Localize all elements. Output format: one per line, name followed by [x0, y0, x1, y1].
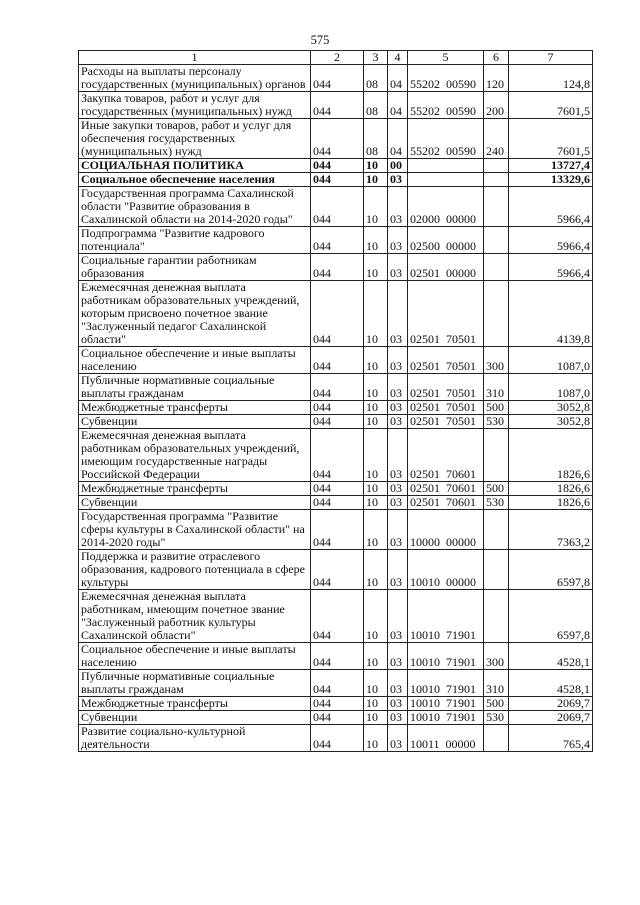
row-expense-type-cell: [484, 510, 509, 550]
row-expense-type-cell: 120: [484, 65, 509, 92]
column-header: 7: [509, 51, 593, 65]
row-expense-type-cell: [484, 159, 509, 173]
row-section-cell: 08: [364, 65, 388, 92]
row-subsection-cell: 03: [388, 711, 408, 725]
row-code-cell: 044: [311, 496, 364, 510]
row-section-cell: 10: [364, 550, 388, 590]
row-name-cell: Субвенции: [79, 415, 311, 429]
table-row: [79, 643, 593, 670]
row-section-cell: 10: [364, 401, 388, 415]
row-amount-cell: 1087,0: [509, 347, 593, 374]
row-expense-type-cell: [484, 281, 509, 347]
row-target-cell: 10010 71901: [408, 697, 484, 711]
row-amount-cell: 13329,6: [509, 173, 593, 187]
row-subsection-cell: 03: [388, 590, 408, 643]
row-subsection-cell: 04: [388, 92, 408, 119]
row-expense-type-cell: [484, 227, 509, 254]
row-name-cell: Государственная программа "Развитие сферы культуры в Caxaлинской области" на 2014-2020 годы": [79, 510, 311, 550]
row-code-cell: 044: [311, 510, 364, 550]
row-subsection-cell: 03: [388, 482, 408, 496]
row-section-cell: 10: [364, 227, 388, 254]
row-target-cell: 02501 70601: [408, 496, 484, 510]
row-amount-cell: 3052,8: [509, 401, 593, 415]
row-subsection-cell: 03: [388, 281, 408, 347]
row-amount-cell: 7601,5: [509, 92, 593, 119]
row-subsection-cell: 03: [388, 725, 408, 752]
row-section-cell: 10: [364, 482, 388, 496]
row-code-cell: 044: [311, 711, 364, 725]
row-code-cell: 044: [311, 590, 364, 643]
column-header: 1: [79, 51, 311, 65]
row-section-cell: 10: [364, 159, 388, 173]
row-section-cell: 08: [364, 92, 388, 119]
row-amount-cell: 2069,7: [509, 711, 593, 725]
row-section-cell: 10: [364, 173, 388, 187]
row-code-cell: 044: [311, 347, 364, 374]
row-subsection-cell: 03: [388, 697, 408, 711]
row-expense-type-cell: 530: [484, 496, 509, 510]
row-name-cell: Поддержка и развитие отраслевого образования, кадрового потенциала в сфере культуры: [79, 550, 311, 590]
table-row: [79, 254, 593, 281]
row-target-cell: 02000 00000: [408, 187, 484, 227]
table-row: [79, 347, 593, 374]
row-section-cell: 10: [364, 281, 388, 347]
row-target-cell: [408, 173, 484, 187]
row-target-cell: 02501 70601: [408, 482, 484, 496]
table-row: [79, 482, 593, 496]
row-target-cell: 10010 71901: [408, 590, 484, 643]
row-code-cell: 044: [311, 92, 364, 119]
row-target-cell: 55202 00590: [408, 92, 484, 119]
row-amount-cell: 5966,4: [509, 254, 593, 281]
row-amount-cell: 3052,8: [509, 415, 593, 429]
table-row: [79, 92, 593, 119]
table-row: [79, 65, 593, 92]
row-subsection-cell: 03: [388, 496, 408, 510]
row-name-cell: Социальные гарантии работникам образования: [79, 254, 311, 281]
row-section-cell: 10: [364, 670, 388, 697]
row-target-cell: 02501 70501: [408, 415, 484, 429]
row-name-cell: Социальное обеспечение и иные выплаты населению: [79, 643, 311, 670]
table-row: [79, 159, 593, 173]
row-amount-cell: 4528,1: [509, 670, 593, 697]
row-target-cell: 02501 70501: [408, 347, 484, 374]
row-code-cell: 044: [311, 482, 364, 496]
row-expense-type-cell: [484, 187, 509, 227]
row-subsection-cell: 03: [388, 347, 408, 374]
row-subsection-cell: 03: [388, 510, 408, 550]
row-amount-cell: 4139,8: [509, 281, 593, 347]
row-name-cell: Иные закупки товаров, работ и услуг для обеспечения государственных (муниципальных) нужд: [79, 119, 311, 159]
column-header: 6: [484, 51, 509, 65]
row-name-cell: Подпрограмма "Развитие кадрового потенциала": [79, 227, 311, 254]
table-row: [79, 590, 593, 643]
row-name-cell: Публичные нормативные социальные выплаты гражданам: [79, 374, 311, 401]
row-code-cell: 044: [311, 725, 364, 752]
row-section-cell: 10: [364, 643, 388, 670]
row-expense-type-cell: 300: [484, 643, 509, 670]
page-number: 575: [310, 33, 330, 47]
table-row: [79, 374, 593, 401]
row-section-cell: 10: [364, 725, 388, 752]
row-target-cell: 02501 70501: [408, 401, 484, 415]
table-row: [79, 187, 593, 227]
row-subsection-cell: 03: [388, 173, 408, 187]
row-amount-cell: 2069,7: [509, 697, 593, 711]
row-name-cell: Ежемесячная денежная выплата работникам образовательных учреждений, имеющим государственные награды Российской Федерации: [79, 429, 311, 482]
column-header: 4: [388, 51, 408, 65]
row-code-cell: 044: [311, 643, 364, 670]
row-name-cell: СОЦИАЛЬНАЯ ПОЛИТИКА: [79, 159, 311, 173]
row-name-cell: Межбюджетные трансферты: [79, 697, 311, 711]
row-target-cell: 10000 00000: [408, 510, 484, 550]
row-code-cell: 044: [311, 65, 364, 92]
row-name-cell: Развитие социально-культурной деятельности: [79, 725, 311, 752]
row-expense-type-cell: 530: [484, 711, 509, 725]
row-section-cell: 08: [364, 119, 388, 159]
table-row: [79, 550, 593, 590]
table-row: [79, 670, 593, 697]
row-target-cell: 02501 70501: [408, 281, 484, 347]
row-name-cell: Социальное обеспечение и иные выплаты населению: [79, 347, 311, 374]
table-row: [79, 510, 593, 550]
row-name-cell: Субвенции: [79, 711, 311, 725]
row-target-cell: 02501 70601: [408, 429, 484, 482]
row-name-cell: Государственная программа Caxaлинской области "Развитие образования в Caxaлинской области на 2014-2020 годы": [79, 187, 311, 227]
row-section-cell: 10: [364, 590, 388, 643]
row-name-cell: Межбюджетные трансферты: [79, 482, 311, 496]
row-amount-cell: 6597,8: [509, 590, 593, 643]
row-expense-type-cell: [484, 254, 509, 281]
row-target-cell: 55202 00590: [408, 119, 484, 159]
row-amount-cell: 124,8: [509, 65, 593, 92]
row-amount-cell: 1826,6: [509, 429, 593, 482]
row-code-cell: 044: [311, 697, 364, 711]
row-expense-type-cell: 500: [484, 401, 509, 415]
table-row: [79, 415, 593, 429]
row-name-cell: Расходы на выплаты персоналу государственных (муниципальных) органов: [79, 65, 311, 92]
row-section-cell: 10: [364, 415, 388, 429]
table-row: [79, 227, 593, 254]
row-target-cell: 02500 00000: [408, 227, 484, 254]
table-row: [79, 496, 593, 510]
row-amount-cell: 5966,4: [509, 227, 593, 254]
row-name-cell: Ежемесячная денежная выплата работникам образовательных учреждений, которым присвоено почетное звание "Заслуженный педагог Caxaлинской области": [79, 281, 311, 347]
row-expense-type-cell: [484, 725, 509, 752]
row-amount-cell: 4528,1: [509, 643, 593, 670]
row-code-cell: 044: [311, 374, 364, 401]
row-section-cell: 10: [364, 429, 388, 482]
row-expense-type-cell: [484, 590, 509, 643]
row-subsection-cell: 03: [388, 401, 408, 415]
table-row: [79, 429, 593, 482]
column-header: 2: [311, 51, 364, 65]
row-section-cell: 10: [364, 347, 388, 374]
row-code-cell: 044: [311, 159, 364, 173]
row-expense-type-cell: 500: [484, 697, 509, 711]
row-expense-type-cell: 500: [484, 482, 509, 496]
row-target-cell: 10010 00000: [408, 550, 484, 590]
row-section-cell: 10: [364, 254, 388, 281]
row-subsection-cell: 04: [388, 65, 408, 92]
row-name-cell: Публичные нормативные социальные выплаты гражданам: [79, 670, 311, 697]
row-amount-cell: 1826,6: [509, 482, 593, 496]
table-row: [79, 173, 593, 187]
row-code-cell: 044: [311, 281, 364, 347]
row-amount-cell: 7601,5: [509, 119, 593, 159]
row-section-cell: 10: [364, 711, 388, 725]
row-amount-cell: 765,4: [509, 725, 593, 752]
row-amount-cell: 7363,2: [509, 510, 593, 550]
row-target-cell: 10010 71901: [408, 670, 484, 697]
row-amount-cell: 6597,8: [509, 550, 593, 590]
row-name-cell: Ежемесячная денежная выплата работникам, имеющим почетное звание "Заслуженный работник культуры Caxaлинской области": [79, 590, 311, 643]
row-code-cell: 044: [311, 550, 364, 590]
row-section-cell: 10: [364, 187, 388, 227]
row-subsection-cell: 04: [388, 119, 408, 159]
row-code-cell: 044: [311, 173, 364, 187]
row-subsection-cell: 03: [388, 643, 408, 670]
table-header-row: [79, 51, 593, 65]
row-expense-type-cell: 310: [484, 374, 509, 401]
row-section-cell: 10: [364, 697, 388, 711]
row-target-cell: 10010 71901: [408, 711, 484, 725]
row-target-cell: 02501 00000: [408, 254, 484, 281]
row-code-cell: 044: [311, 415, 364, 429]
row-subsection-cell: 03: [388, 227, 408, 254]
row-expense-type-cell: [484, 429, 509, 482]
column-header: 5: [408, 51, 484, 65]
row-expense-type-cell: [484, 173, 509, 187]
table-row: [79, 711, 593, 725]
row-subsection-cell: 03: [388, 670, 408, 697]
row-subsection-cell: 03: [388, 374, 408, 401]
row-name-cell: Субвенции: [79, 496, 311, 510]
row-amount-cell: 13727,4: [509, 159, 593, 173]
table-row: [79, 401, 593, 415]
row-section-cell: 10: [364, 374, 388, 401]
row-code-cell: 044: [311, 401, 364, 415]
row-subsection-cell: 00: [388, 159, 408, 173]
row-target-cell: 02501 70501: [408, 374, 484, 401]
row-target-cell: 55202 00590: [408, 65, 484, 92]
row-target-cell: [408, 159, 484, 173]
row-expense-type-cell: 300: [484, 347, 509, 374]
row-code-cell: 044: [311, 119, 364, 159]
row-code-cell: 044: [311, 254, 364, 281]
row-name-cell: Зaкупка товаров, работ и услуг для государственных (муниципальных) нужд: [79, 92, 311, 119]
row-code-cell: 044: [311, 187, 364, 227]
row-subsection-cell: 03: [388, 415, 408, 429]
row-subsection-cell: 03: [388, 429, 408, 482]
table-body: [79, 65, 593, 752]
row-subsection-cell: 03: [388, 550, 408, 590]
column-header: 3: [364, 51, 388, 65]
row-target-cell: 10011 00000: [408, 725, 484, 752]
table-row: [79, 697, 593, 711]
row-amount-cell: 1826,6: [509, 496, 593, 510]
row-subsection-cell: 03: [388, 254, 408, 281]
row-name-cell: Социальное обеспечение населения: [79, 173, 311, 187]
row-expense-type-cell: 240: [484, 119, 509, 159]
row-expense-type-cell: [484, 550, 509, 590]
row-section-cell: 10: [364, 496, 388, 510]
row-section-cell: 10: [364, 510, 388, 550]
row-expense-type-cell: 530: [484, 415, 509, 429]
row-amount-cell: 1087,0: [509, 374, 593, 401]
row-code-cell: 044: [311, 429, 364, 482]
row-subsection-cell: 03: [388, 187, 408, 227]
row-code-cell: 044: [311, 227, 364, 254]
row-code-cell: 044: [311, 670, 364, 697]
table-row: [79, 119, 593, 159]
table-row: [79, 281, 593, 347]
row-target-cell: 10010 71901: [408, 643, 484, 670]
row-expense-type-cell: 200: [484, 92, 509, 119]
row-name-cell: Межбюджетные трансферты: [79, 401, 311, 415]
row-expense-type-cell: 310: [484, 670, 509, 697]
row-amount-cell: 5966,4: [509, 187, 593, 227]
budget-table: [78, 50, 593, 752]
table-row: [79, 725, 593, 752]
